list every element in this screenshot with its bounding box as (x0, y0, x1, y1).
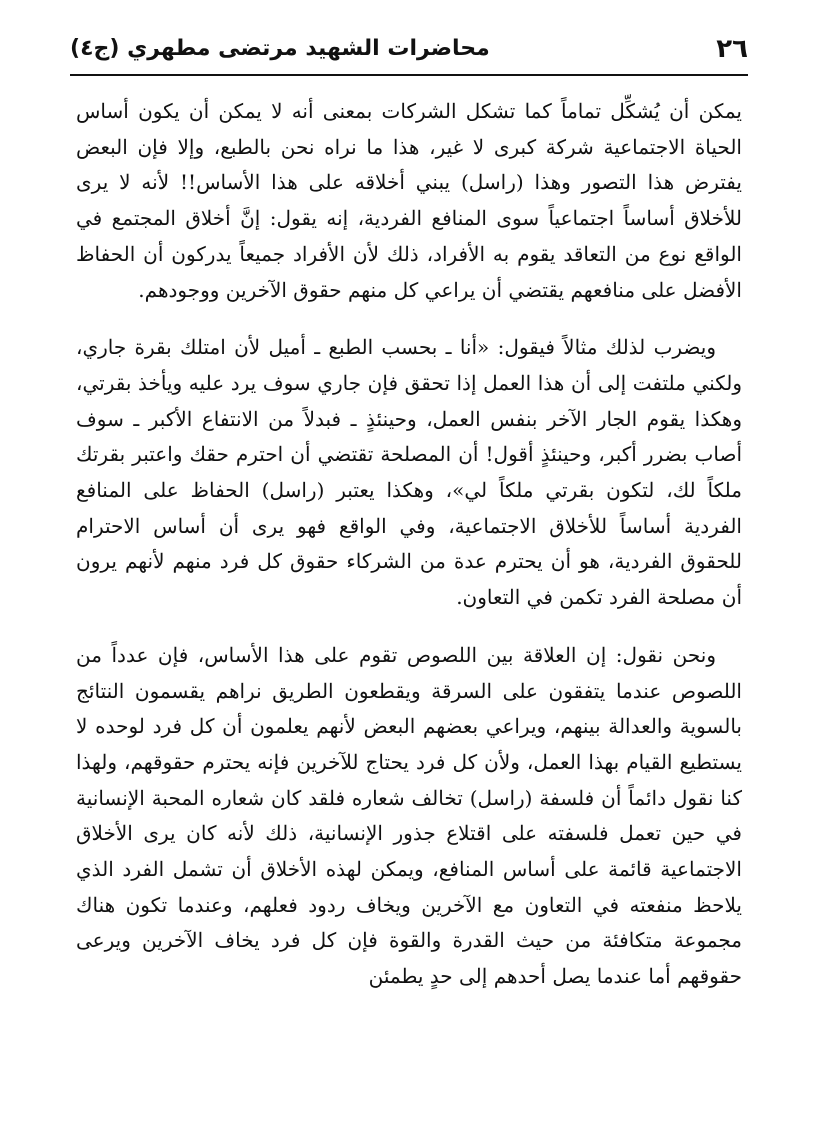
paragraph-1: يمكن أن يُشكِّل تماماً كما تشكل الشركات بمعنى أنه لا يمكن أن يكون أساس الحياة الاجتماعية شركة كبرى لا غير، هذا ما نراه نحن بالطبع، وإلا فإن البعض يفترض هذا التصور وهذا (راسل) يبني أخلاقه على هذا الأساس!! لأنه لا يرى للأخلاق أساساً اجتماعياً سوى المنافع الفردية، إنه يقول: إنَّ أخلاق المجتمع في الواقع نوع من التعاقد يقوم به الأفراد، ذلك لأن الأفراد جميعاً يدركون أن الحفاظ الأفضل على منافعهم يقتضي أن يراعي كل منهم حقوق الآخرين ووجودهم. (76, 99, 742, 302)
header-divider (70, 74, 748, 76)
running-title: محاضرات الشهيد مرتضى مطهري (ج٤) (70, 36, 490, 61)
paragraph-3: ونحن نقول: إن العلاقة بين اللصوص تقوم على هذا الأساس، فإن عدداً من اللصوص عندما يتفقون على السرقة ويقطعون الطريق نراهم يقسمون النتائج بالسوية والعدالة بينهم، ويراعي بعضهم البعض لأنهم يعلمون أن كل فرد لوحده لا يستطيع القيام بهذا العمل، ولأن كل فرد يحتاج للآخرين فإنه يحترم حقوقهم، ولهذا كنا نقول دائماً أن فلسفة (راسل) تخالف شعاره فلقد كان شعاره المحبة الإنسانية في حين تعمل فلسفته على اقتلاع جذور الإنسانية، ذلك لأنه كان يرى الأخلاق الاجتماعية قائمة على أساس المنافع، ويمكن لهذه الأخلاق أن تشمل الفرد الذي يلاحظ منفعته في التعاون مع الآخرين ويخاف ردود فعلهم، وعندما تكون هناك مجموعة متكافئة من حيث القدرة والقوة فإن كل فرد يخاف الآخرين ويرعى حقوقهم أما عندما يصل أحدهم إلى حدٍ يطمئن (76, 642, 742, 989)
paragraph-2: ويضرب لذلك مثالاً فيقول: «أنا ـ بحسب الطبع ـ أميل لأن امتلك بقرة جاري، ولكني ملتفت إلى أن هذا العمل إذا تحقق فإن جاري سوف يرد عليه ويأخذ بقرتي، وهكذا يقوم الجار الآخر بنفس العمل، وحينئذٍ ـ فبدلاً من الانتفاع الأكبر ـ سوف أصاب بضرر أكبر، وحينئذٍ أقول! أن المصلحة تقتضي أن احترم حقك واعتبر بقرتك ملكاً لك، لتكون بقرتي ملكاً لي»، وهكذا يعتبر (راسل) الحفاظ على المنافع الفردية أساساً للأخلاق الاجتماعية، وفي الواقع فهو يرى أن أساس الاحترام للحقوق الفردية، هو أن يحترم عدة من الشركاء حقوق كل فرد منهم لأنهم يرون أن مصلحة الفرد تكمن في التعاون. (76, 335, 742, 610)
page-header (70, 30, 748, 68)
body-text (76, 94, 742, 1017)
page-number: ٢٦ (716, 34, 748, 64)
